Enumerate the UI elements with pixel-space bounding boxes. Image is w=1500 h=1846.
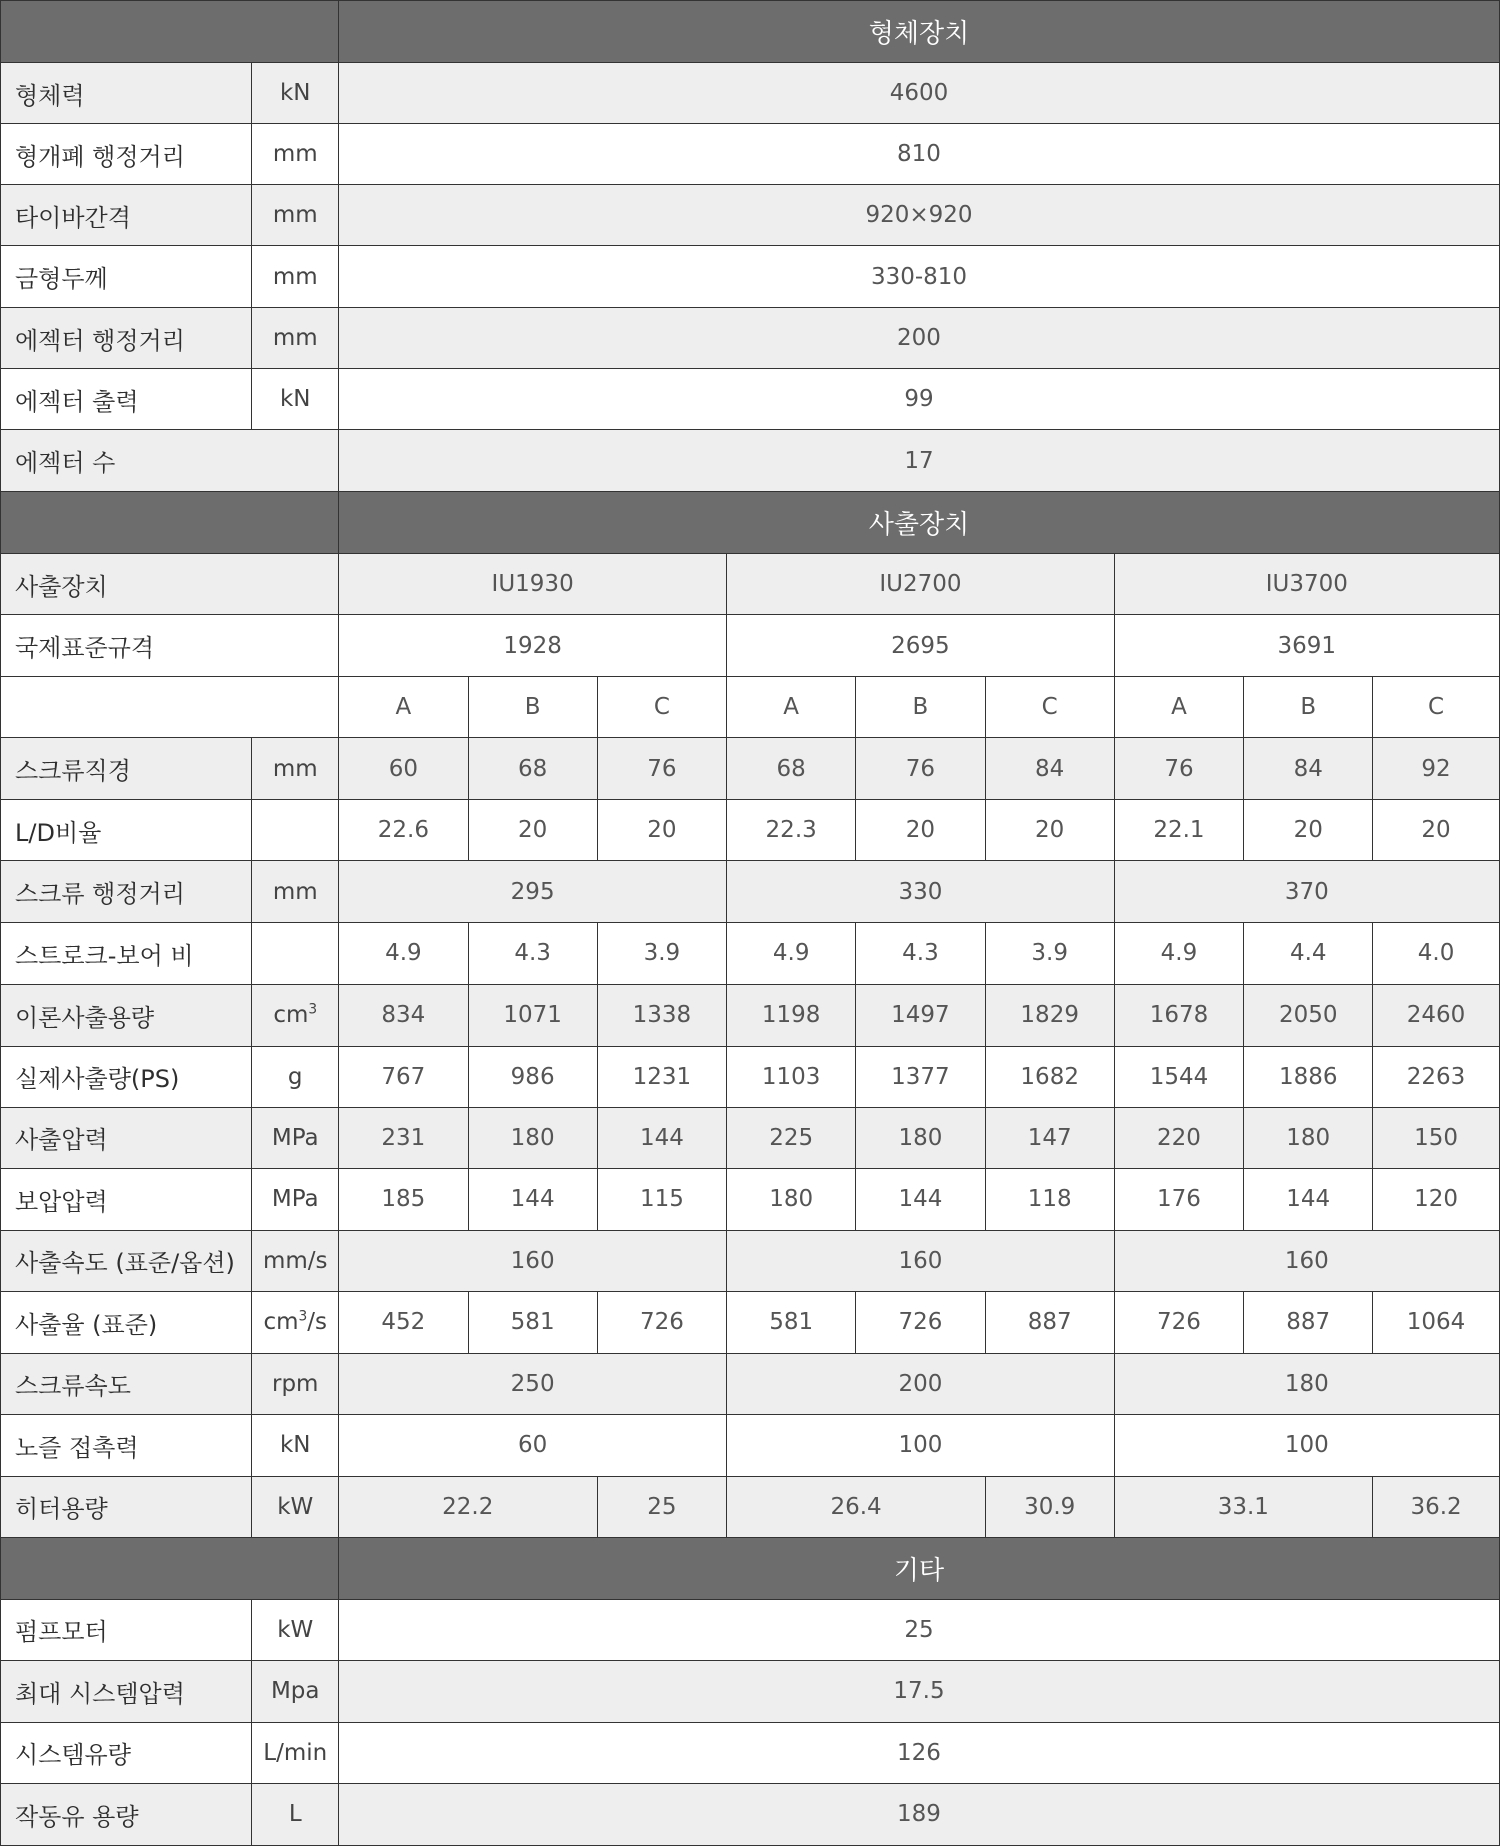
section-other-title: 기타 xyxy=(338,1537,1499,1599)
empty-cell xyxy=(1,677,339,738)
cell-value: 36.2 xyxy=(1373,1476,1500,1537)
row-unit xyxy=(252,800,339,861)
cell-value: 68 xyxy=(468,738,597,800)
row-value: 17 xyxy=(338,430,1499,492)
cell-value: 144 xyxy=(856,1168,986,1230)
cell-value: 1103 xyxy=(727,1046,856,1107)
cell-value: 2050 xyxy=(1244,984,1373,1046)
cell-value: 92 xyxy=(1373,738,1500,800)
cell-value: 22.3 xyxy=(727,800,856,861)
cell-value: 144 xyxy=(1244,1168,1373,1230)
cell-value: 1377 xyxy=(856,1046,986,1107)
row-value: 2695 xyxy=(727,615,1114,677)
table-row xyxy=(1,185,1500,246)
row-unit: mm xyxy=(252,246,339,308)
screw-type: C xyxy=(1373,677,1500,738)
screw-type: B xyxy=(468,677,597,738)
cell-value: 118 xyxy=(985,1168,1114,1230)
cell-value: 60 xyxy=(338,1414,726,1476)
cell-value: 84 xyxy=(985,738,1114,800)
cell-value: 100 xyxy=(727,1414,1114,1476)
row-label: 작동유 용량 xyxy=(1,1783,252,1845)
cell-value: 1544 xyxy=(1114,1046,1244,1107)
table-row xyxy=(1,63,1500,124)
row-label: 사출압력 xyxy=(1,1107,252,1168)
cell-value: 4.4 xyxy=(1244,923,1373,984)
cell-value: 33.1 xyxy=(1114,1476,1373,1537)
row-value: 4600 xyxy=(338,63,1499,124)
screw-type: A xyxy=(1114,677,1244,738)
cell-value: 1231 xyxy=(597,1046,727,1107)
table-row xyxy=(1,1353,1500,1414)
row-label: 히터용량 xyxy=(1,1476,252,1537)
cell-value: 726 xyxy=(1114,1291,1244,1353)
unit-tail: /s xyxy=(307,1309,328,1336)
table-row xyxy=(1,738,1500,800)
cell-value: 185 xyxy=(338,1168,468,1230)
row-label: 사출율 (표준) xyxy=(1,1291,252,1353)
table-row xyxy=(1,800,1500,861)
table-row xyxy=(1,1046,1500,1107)
cell-value: 4.3 xyxy=(468,923,597,984)
section-header-row xyxy=(1,1,1500,63)
row-label: 펌프모터 xyxy=(1,1599,252,1660)
cell-value: 76 xyxy=(597,738,727,800)
row-unit: kN xyxy=(252,1414,339,1476)
row-label: 보압압력 xyxy=(1,1168,252,1230)
cell-value: 1497 xyxy=(856,984,986,1046)
row-label: 최대 시스템압력 xyxy=(1,1660,252,1722)
cell-value: 25 xyxy=(597,1476,727,1537)
row-value: 920×920 xyxy=(338,185,1499,246)
cell-value: 180 xyxy=(1114,1353,1499,1414)
row-label: 에젝터 행정거리 xyxy=(1,308,252,369)
table-row xyxy=(1,369,1500,430)
row-unit: kW xyxy=(252,1599,339,1660)
table-row xyxy=(1,1783,1500,1845)
table-row xyxy=(1,246,1500,308)
row-label: 스트로크-보어 비 xyxy=(1,923,252,984)
cell-value: 1682 xyxy=(985,1046,1114,1107)
row-unit: g xyxy=(252,1046,339,1107)
cell-value: 452 xyxy=(338,1291,468,1353)
section-header-row xyxy=(1,1537,1500,1599)
row-label: 사출장치 xyxy=(1,554,339,615)
cell-value: 100 xyxy=(1114,1414,1499,1476)
cell-value: 295 xyxy=(338,861,726,923)
row-value: 25 xyxy=(338,1599,1499,1660)
table-row xyxy=(1,554,1500,615)
cell-value: 180 xyxy=(468,1107,597,1168)
cell-value: 144 xyxy=(597,1107,727,1168)
cell-value: 726 xyxy=(597,1291,727,1353)
section-header-row xyxy=(1,492,1500,554)
cell-value: 20 xyxy=(1373,800,1500,861)
section-clamping-title: 형체장치 xyxy=(338,1,1499,63)
row-value: 189 xyxy=(338,1783,1499,1845)
row-value: 126 xyxy=(338,1722,1499,1783)
cell-value: 76 xyxy=(856,738,986,800)
cell-value: 84 xyxy=(1244,738,1373,800)
cell-value: 20 xyxy=(1244,800,1373,861)
cell-value: 4.0 xyxy=(1373,923,1500,984)
cell-value: 176 xyxy=(1114,1168,1244,1230)
cell-value: 4.9 xyxy=(1114,923,1244,984)
cell-value: 30.9 xyxy=(985,1476,1114,1537)
cell-value: 60 xyxy=(338,738,468,800)
cell-value: 4.9 xyxy=(727,923,856,984)
row-label: 국제표준규격 xyxy=(1,615,339,677)
cell-value: 180 xyxy=(727,1168,856,1230)
row-label: 스크류속도 xyxy=(1,1353,252,1414)
table-row xyxy=(1,615,1500,677)
row-label: 타이바간격 xyxy=(1,185,252,246)
row-label: 실제사출량(PS) xyxy=(1,1046,252,1107)
row-unit: kN xyxy=(252,63,339,124)
cell-value: 26.4 xyxy=(727,1476,986,1537)
row-label: 에젝터 수 xyxy=(1,430,339,492)
row-unit: kN xyxy=(252,369,339,430)
cell-value: 3.9 xyxy=(985,923,1114,984)
cell-value: 250 xyxy=(338,1353,726,1414)
cell-value: 1829 xyxy=(985,984,1114,1046)
unit-superscript: 3 xyxy=(298,1308,308,1325)
screw-type: B xyxy=(1244,677,1373,738)
unit-model: IU1930 xyxy=(338,554,726,615)
cell-value: 4.9 xyxy=(338,923,468,984)
cell-value: 2263 xyxy=(1373,1046,1500,1107)
table-row xyxy=(1,677,1500,738)
table-row xyxy=(1,308,1500,369)
row-label: 시스템유량 xyxy=(1,1722,252,1783)
row-value: 3691 xyxy=(1114,615,1499,677)
row-unit: kW xyxy=(252,1476,339,1537)
row-label: 에젝터 출력 xyxy=(1,369,252,430)
cell-value: 4.3 xyxy=(856,923,986,984)
cell-value: 180 xyxy=(856,1107,986,1168)
cell-value: 180 xyxy=(1244,1107,1373,1168)
cell-value: 1198 xyxy=(727,984,856,1046)
cell-value: 115 xyxy=(597,1168,727,1230)
row-value: 17.5 xyxy=(338,1660,1499,1722)
screw-type: C xyxy=(985,677,1114,738)
row-label: 이론사출용량 xyxy=(1,984,252,1046)
row-value: 1928 xyxy=(338,615,726,677)
cell-value: 150 xyxy=(1373,1107,1500,1168)
row-label: 형개폐 행정거리 xyxy=(1,124,252,185)
cell-value: 220 xyxy=(1114,1107,1244,1168)
table-row xyxy=(1,1722,1500,1783)
section-header-left xyxy=(1,1537,339,1599)
row-unit: Mpa xyxy=(252,1660,339,1722)
row-unit: mm/s xyxy=(252,1230,339,1291)
row-unit: MPa xyxy=(252,1168,339,1230)
unit-base: cm xyxy=(263,1309,299,1336)
row-unit: mm xyxy=(252,308,339,369)
cell-value: 1678 xyxy=(1114,984,1244,1046)
cell-value: 22.6 xyxy=(338,800,468,861)
cell-value: 370 xyxy=(1114,861,1499,923)
row-unit: MPa xyxy=(252,1107,339,1168)
unit-model: IU2700 xyxy=(727,554,1114,615)
cell-value: 986 xyxy=(468,1046,597,1107)
row-unit: L/min xyxy=(252,1722,339,1783)
cell-value: 147 xyxy=(985,1107,1114,1168)
cell-value: 834 xyxy=(338,984,468,1046)
cell-value: 1071 xyxy=(468,984,597,1046)
table-row xyxy=(1,1414,1500,1476)
table-row xyxy=(1,1168,1500,1230)
cell-value: 20 xyxy=(468,800,597,861)
row-unit xyxy=(252,923,339,984)
table-row xyxy=(1,124,1500,185)
row-unit xyxy=(252,1291,339,1353)
row-unit: mm xyxy=(252,861,339,923)
screw-type: C xyxy=(597,677,727,738)
row-unit: mm xyxy=(252,738,339,800)
table-row xyxy=(1,1599,1500,1660)
cell-value: 581 xyxy=(468,1291,597,1353)
table-row xyxy=(1,1476,1500,1537)
row-label: 금형두께 xyxy=(1,246,252,308)
row-value: 200 xyxy=(338,308,1499,369)
section-header-left xyxy=(1,492,339,554)
table-row xyxy=(1,1291,1500,1353)
row-unit: mm xyxy=(252,185,339,246)
cell-value: 231 xyxy=(338,1107,468,1168)
cell-value: 144 xyxy=(468,1168,597,1230)
cell-value: 767 xyxy=(338,1046,468,1107)
section-injection-title: 사출장치 xyxy=(338,492,1499,554)
row-label: 스크류 행정거리 xyxy=(1,861,252,923)
table-row xyxy=(1,1660,1500,1722)
row-unit: mm xyxy=(252,124,339,185)
row-value: 330-810 xyxy=(338,246,1499,308)
cell-value: 225 xyxy=(727,1107,856,1168)
unit-model: IU3700 xyxy=(1114,554,1499,615)
cell-value: 887 xyxy=(985,1291,1114,1353)
cell-value: 887 xyxy=(1244,1291,1373,1353)
cell-value: 22.1 xyxy=(1114,800,1244,861)
cell-value: 3.9 xyxy=(597,923,727,984)
row-label: L/D비율 xyxy=(1,800,252,861)
section-header-left xyxy=(1,1,339,63)
cell-value: 20 xyxy=(856,800,986,861)
row-label: 노즐 접촉력 xyxy=(1,1414,252,1476)
cell-value: 20 xyxy=(985,800,1114,861)
row-value: 99 xyxy=(338,369,1499,430)
cell-value: 330 xyxy=(727,861,1114,923)
cell-value: 1886 xyxy=(1244,1046,1373,1107)
row-unit xyxy=(252,984,339,1046)
cell-value: 581 xyxy=(727,1291,856,1353)
row-unit: rpm xyxy=(252,1353,339,1414)
table-row xyxy=(1,984,1500,1046)
row-label: 사출속도 (표준/옵션) xyxy=(1,1230,252,1291)
cell-value: 160 xyxy=(727,1230,1114,1291)
table-row xyxy=(1,1230,1500,1291)
cell-value: 1338 xyxy=(597,984,727,1046)
screw-type: B xyxy=(856,677,986,738)
cell-value: 68 xyxy=(727,738,856,800)
cell-value: 76 xyxy=(1114,738,1244,800)
unit-superscript: 3 xyxy=(308,1001,318,1018)
table-row xyxy=(1,861,1500,923)
cell-value: 1064 xyxy=(1373,1291,1500,1353)
row-label: 형체력 xyxy=(1,63,252,124)
table-row xyxy=(1,1107,1500,1168)
row-value: 810 xyxy=(338,124,1499,185)
cell-value: 160 xyxy=(338,1230,726,1291)
cell-value: 726 xyxy=(856,1291,986,1353)
cell-value: 22.2 xyxy=(338,1476,597,1537)
table-row xyxy=(1,430,1500,492)
cell-value: 200 xyxy=(727,1353,1114,1414)
cell-value: 2460 xyxy=(1373,984,1500,1046)
row-unit: L xyxy=(252,1783,339,1845)
unit-base: cm xyxy=(273,1002,309,1029)
row-label: 스크류직경 xyxy=(1,738,252,800)
table-row xyxy=(1,923,1500,984)
screw-type: A xyxy=(338,677,468,738)
screw-type: A xyxy=(727,677,856,738)
cell-value: 120 xyxy=(1373,1168,1500,1230)
cell-value: 20 xyxy=(597,800,727,861)
cell-value: 160 xyxy=(1114,1230,1499,1291)
